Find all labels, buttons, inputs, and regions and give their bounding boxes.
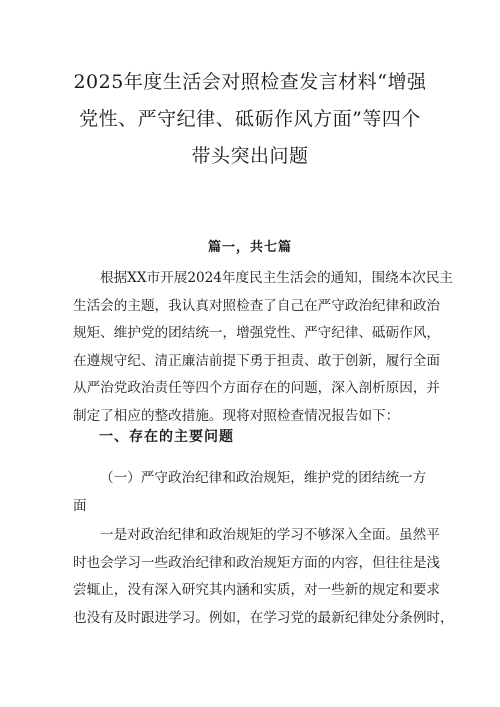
paragraph-line: 一是对政治纪律和政治规矩的学习不够深入全面。虽然平 — [100, 527, 440, 543]
section-heading: 一、存在的主要问题 — [99, 429, 234, 445]
document-title — [40, 64, 460, 175]
paragraph-line: 也没有及时跟进学习。例如，在学习党的最新纪律处分条例时， — [73, 609, 454, 626]
paragraph-line: 在遵规守纪、清正廉洁前提下勇于担责、敢于创新，履行全面 — [73, 352, 441, 369]
paragraph-line: 时也会学习一些政治纪律和政治规矩方面的内容，但往往是浅 — [73, 554, 441, 571]
paragraph-line: 规矩、维护党的团结统一，增强党性、严守纪律、砥砺作风， — [73, 325, 441, 341]
paragraph-line: 制定了相应的整改措施。现将对照检查情况报告如下： — [73, 407, 400, 424]
title-line: 带头突出问题 — [191, 145, 309, 167]
title-line: 党性、严守纪律、砥砺作风方面”等四个 — [79, 108, 421, 130]
paragraph-line: （一）严守政治纪律和政治规矩，维护党的团结统一方 — [100, 470, 427, 486]
title-line: 2025年度生活会对照检查发言材料“增强 — [73, 71, 427, 93]
subsection-heading — [73, 465, 435, 520]
paragraph-line: 根据XX市开展2024年度民主生活会的通知，围绕本次民主 — [100, 270, 454, 286]
paragraph-line: 面 — [73, 497, 87, 514]
paragraph-line: 生活会的主题，我认真对照检查了自己在严守政治纪律和政治 — [73, 297, 441, 314]
body-paragraph — [73, 522, 454, 632]
intro-paragraph — [73, 265, 454, 430]
paragraph-line: 尝辄止，没有深入研究其内涵和实质，对一些新的规定和要求 — [73, 582, 441, 598]
paragraph-line: 从严治党政治责任等四个方面存在的问题，深入剖析原因，并 — [73, 380, 441, 396]
document-subtitle: 篇一，共七篇 — [207, 240, 292, 255]
